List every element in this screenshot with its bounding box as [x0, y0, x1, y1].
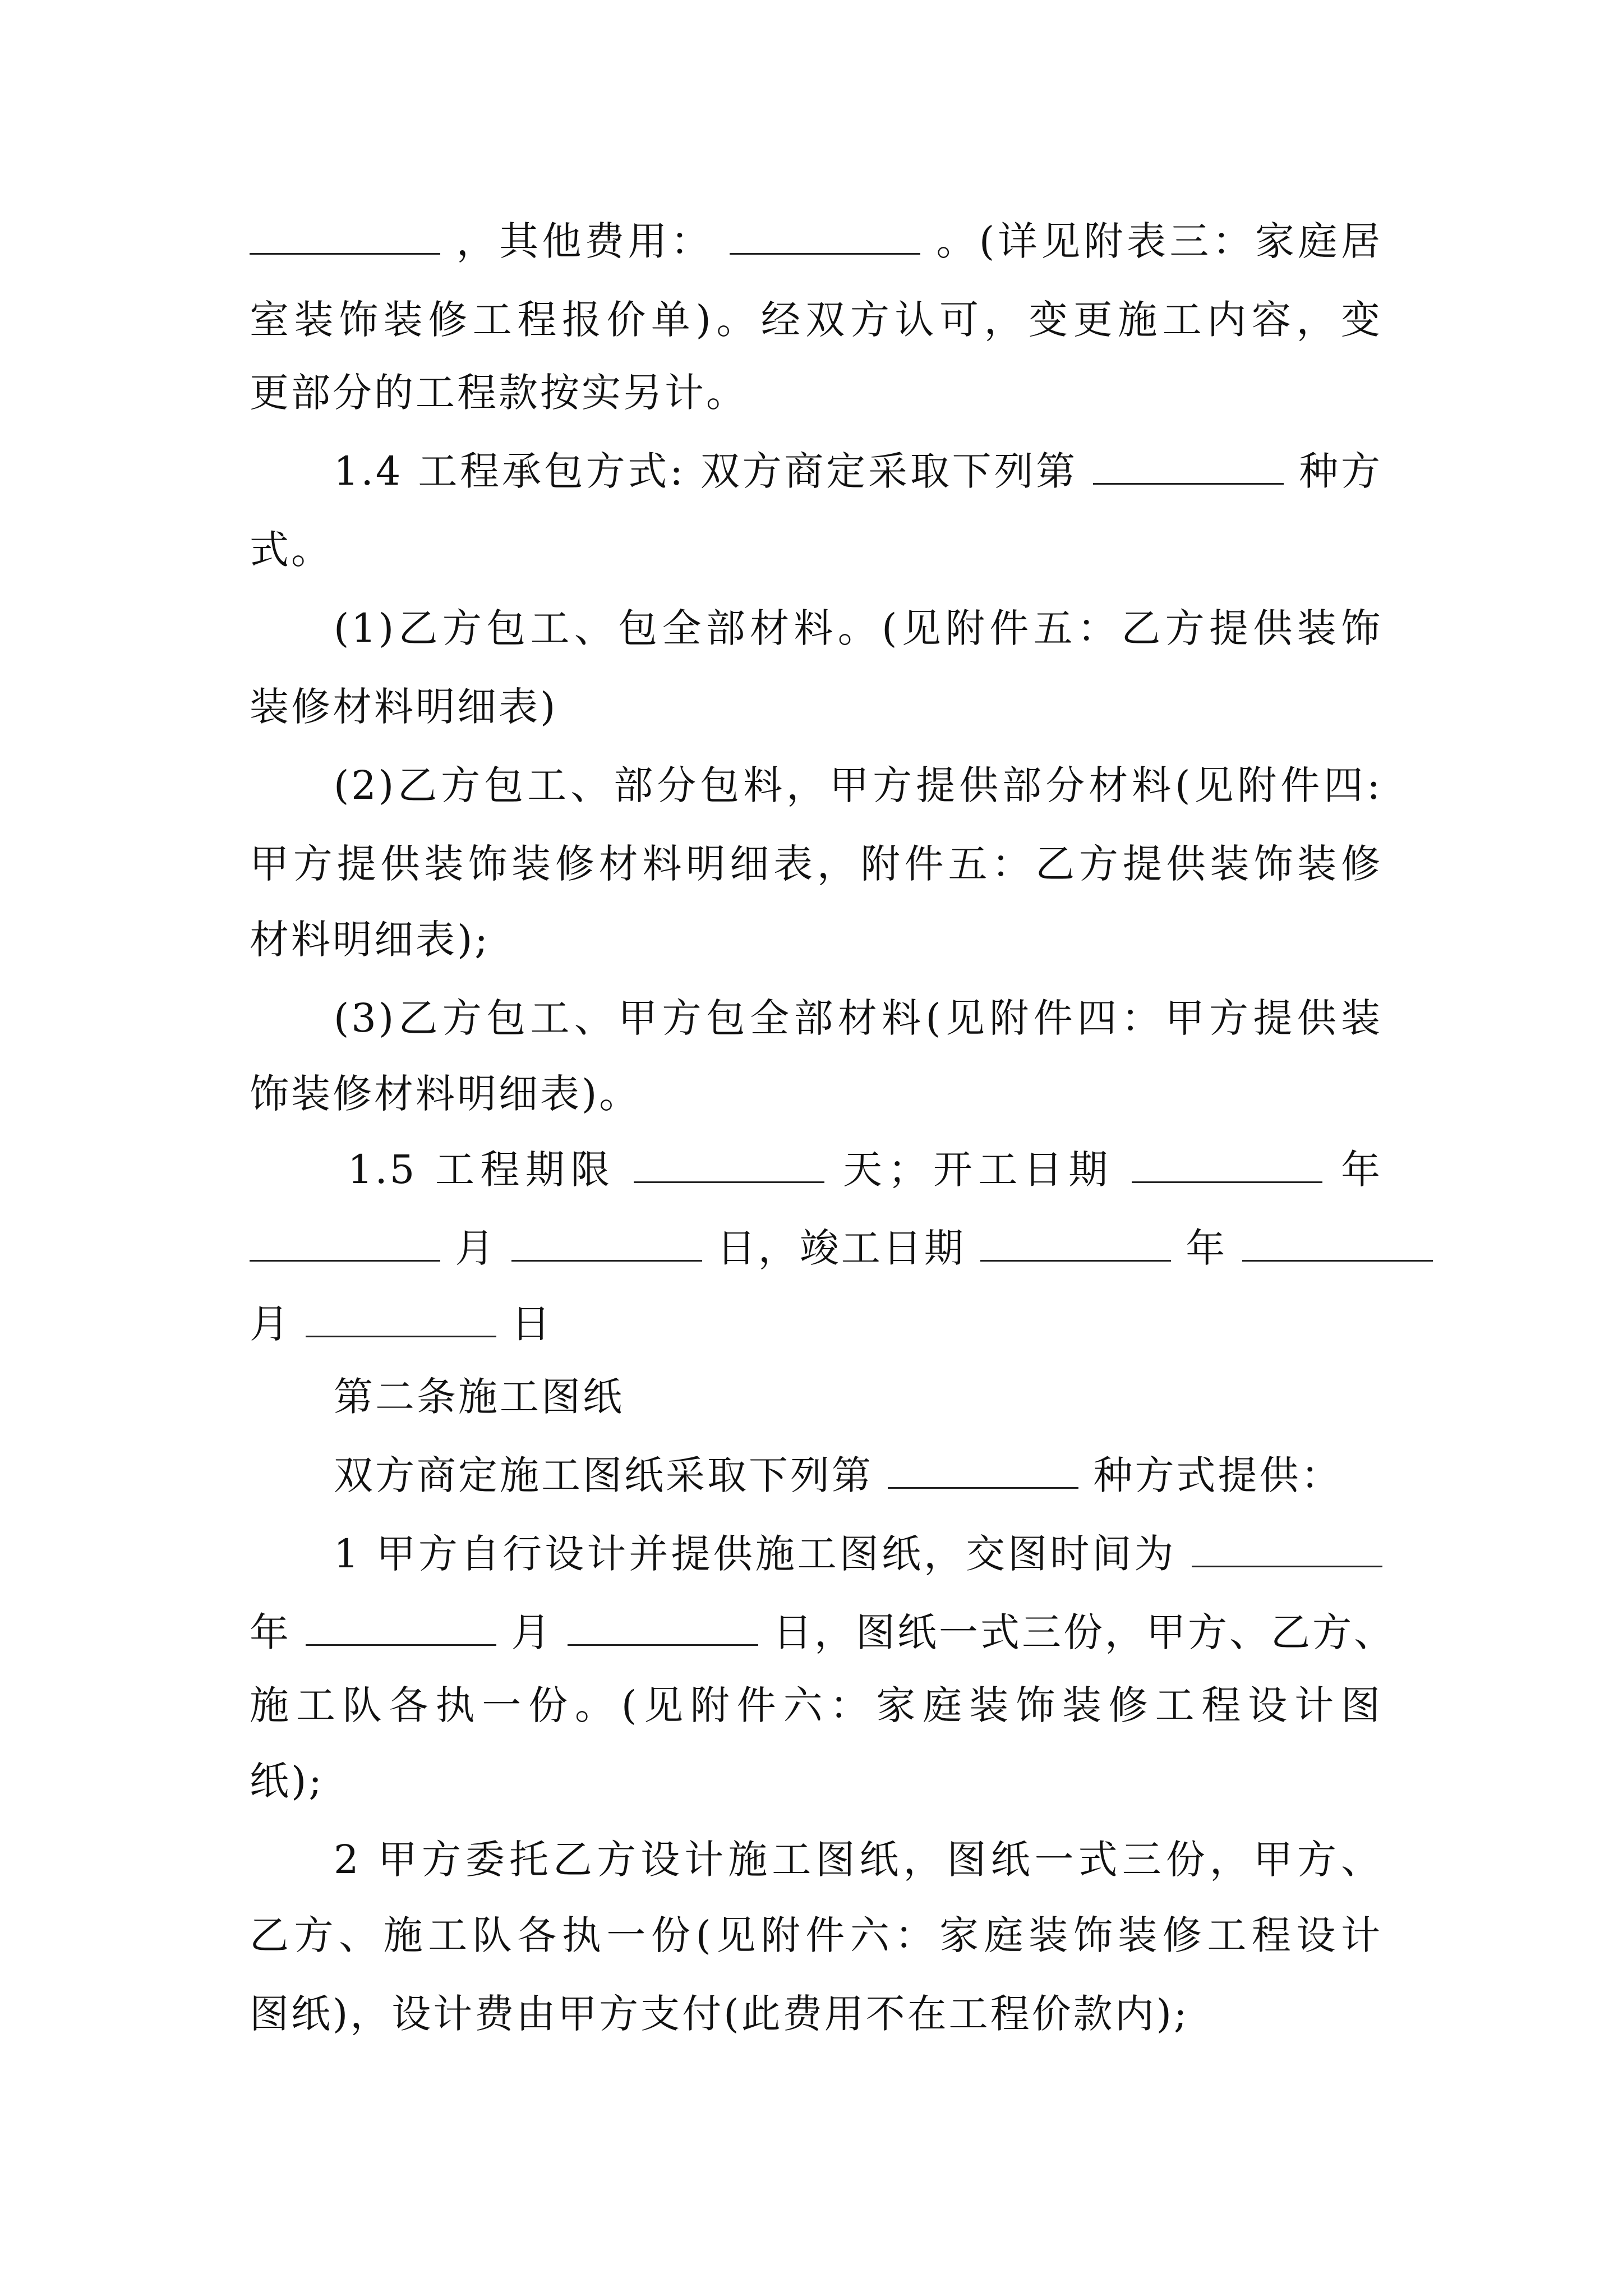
text-segment: 2 甲方委托乙方设计施工图纸，图纸一式三份，甲方、 [334, 1837, 1382, 1883]
text-segment: 饰装修材料明细表)。 [250, 1071, 641, 1117]
text-segment: 1.5 工程期限 [348, 1147, 616, 1193]
text-line [334, 1372, 1382, 1422]
text-segment: 月 [511, 1609, 553, 1655]
text-line [250, 1607, 1396, 1658]
text-segment: 纸); [250, 1758, 324, 1804]
text-line [334, 603, 1382, 654]
text-segment: 日，竣工日期 [716, 1225, 966, 1271]
fill-in-blank [306, 1609, 496, 1646]
text-line [348, 1144, 1382, 1195]
text-segment: (2)乙方包工、部分包料，甲方提供部分材料(见附件四: [334, 762, 1382, 808]
fill-in-blank [1192, 1531, 1382, 1567]
text-line [334, 1450, 1382, 1501]
text-line [250, 839, 1382, 889]
text-segment: 月 [455, 1225, 497, 1271]
text-segment: 天；开工日期 [843, 1147, 1114, 1193]
text-line [334, 1529, 1382, 1579]
fill-in-blank [306, 1301, 496, 1337]
text-segment: 。(详见附表三：家庭居 [936, 218, 1382, 264]
text-segment: 年 [1186, 1225, 1228, 1271]
text-segment: 甲方提供装饰装修材料明细表，附件五：乙方提供装饰装修 [250, 841, 1382, 887]
text-line [250, 367, 1382, 418]
text-line [250, 295, 1382, 345]
text-segment: 更部分的工程款按实另计。 [250, 370, 748, 416]
fill-in-blank [1132, 1147, 1322, 1183]
text-line [250, 914, 1382, 965]
text-segment: 月 [250, 1301, 291, 1347]
text-segment: 日 [511, 1301, 553, 1347]
text-line [250, 1680, 1382, 1731]
fill-in-blank [634, 1147, 824, 1183]
text-segment: 年 [250, 1609, 291, 1655]
text-segment: 1 甲方自行设计并提供施工图纸，交图时间为 [334, 1531, 1177, 1577]
text-line [250, 1910, 1382, 1961]
fill-in-blank [568, 1609, 758, 1646]
text-line [250, 524, 1382, 575]
text-segment: 式。 [250, 527, 333, 573]
fill-in-blank [250, 1225, 440, 1262]
text-line [334, 993, 1382, 1043]
fill-in-blank [888, 1452, 1078, 1489]
fill-in-blank [511, 1225, 702, 1262]
text-segment: 乙方、施工队各执一份(见附件六：家庭装饰装修工程设计 [250, 1912, 1382, 1958]
fill-in-blank [730, 218, 920, 255]
text-line [250, 1989, 1382, 2039]
text-segment: 施工队各执一份。(见附件六：家庭装饰装修工程设计图 [250, 1682, 1382, 1728]
text-line [250, 216, 1382, 266]
text-line [334, 1834, 1382, 1885]
text-segment: 室装饰装修工程报价单)。经双方认可，变更施工内容，变 [250, 297, 1382, 343]
text-segment: (3)乙方包工、甲方包全部材料(见附件四：甲方提供装 [334, 995, 1382, 1041]
text-segment: 日，图纸一式三份，甲方、乙方、 [773, 1609, 1396, 1655]
text-segment: 1.4 工程承包方式: 双方商定采取下列第 [334, 448, 1078, 494]
text-segment: 年 [1341, 1147, 1382, 1193]
text-segment: 双方商定施工图纸采取下列第 [334, 1452, 873, 1498]
text-line [250, 1223, 1382, 1273]
text-line [250, 682, 1382, 732]
text-segment: 种方 [1299, 448, 1382, 494]
text-segment: (1)乙方包工、包全部材料。(见附件五：乙方提供装饰 [334, 605, 1382, 651]
text-line [334, 760, 1382, 811]
text-segment: 第二条施工图纸 [334, 1374, 624, 1420]
fill-in-blank [1242, 1225, 1433, 1262]
text-segment: 图纸)，设计费由甲方支付(此费用不在工程价款内); [250, 1991, 1189, 2037]
text-line [250, 1299, 1382, 1349]
text-segment: 材料明细表); [250, 917, 490, 963]
text-segment: 装修材料明细表) [250, 684, 558, 730]
fill-in-blank [250, 218, 440, 255]
fill-in-blank [980, 1225, 1171, 1262]
text-segment: 种方式提供： [1093, 1452, 1343, 1498]
text-line [250, 1069, 1382, 1119]
text-segment: ，其他费用： [456, 218, 714, 264]
text-line [334, 446, 1382, 496]
fill-in-blank [1093, 448, 1284, 485]
text-line [250, 1756, 1382, 1806]
